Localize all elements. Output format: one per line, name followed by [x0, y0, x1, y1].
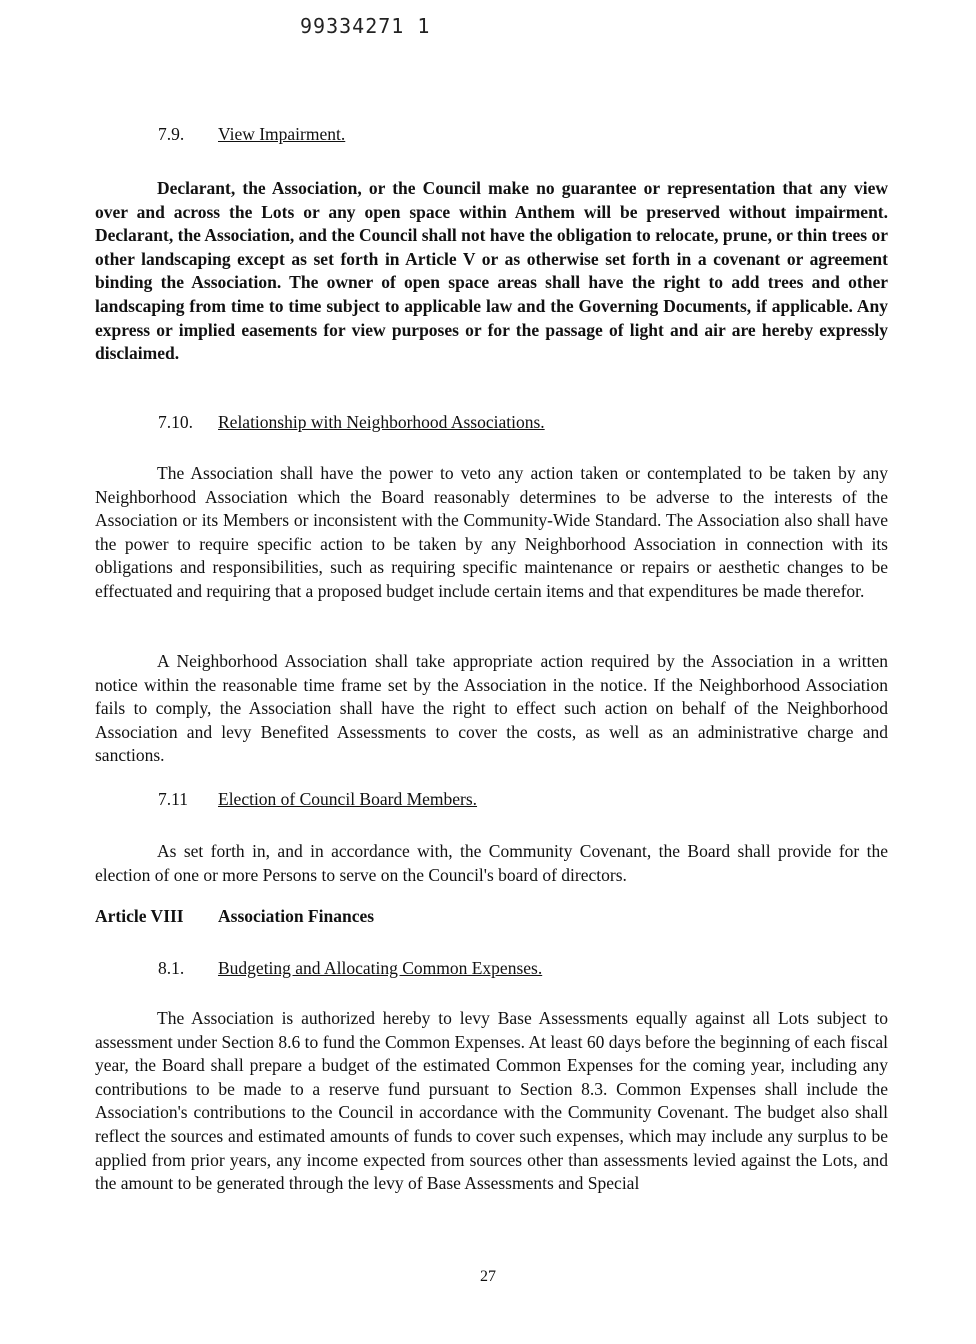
document-number: 99334271 1	[300, 14, 431, 38]
paragraph-neighborhood-action: A Neighborhood Association shall take appropriate action required by the Association in a written notice within the reasonable time frame set by the Association in the notice. If the Neighborhood Association fails to comply, the Association shall have the right to effect such action on behalf of the Neighborhood Association and levy Benefited Assessments to cover the costs, as well as an administrative charge and sanctions.	[95, 651, 888, 766]
paragraph-view-impairment: Declarant, the Association, or the Council make no guarantee or representation that any view over and across the Lots or any open space within Anthem will be preserved without impairment. Declarant, the Association, and the Council shall not have the obligation to relocate, prune, or thin trees or other landscaping except as set forth in Article V or as otherwise set forth in a covenant or agreement binding the Association. The owner of open space areas shall have the right to add trees and other landscaping from time to time subject to applicable law and the Governing Documents, if applicable. Any express or implied easements for view purposes or for the passage of light and air are hereby expressly disclaimed.	[95, 178, 888, 364]
section-heading-7-9	[158, 124, 345, 145]
section-number: 7.11	[158, 789, 188, 809]
section-number: 8.1.	[158, 958, 185, 978]
section-number: 7.9.	[158, 124, 185, 144]
paragraph-election: As set forth in, and in accordance with, the Community Covenant, the Board shall provide for the election of one or more Persons to serve on the Council's board of directors.	[95, 841, 888, 885]
section-title: Budgeting and Allocating Common Expenses.	[218, 958, 543, 978]
paragraph-neighborhood-veto: The Association shall have the power to veto any action taken or contemplated to be taken by any Neighborhood Association which the Board reasonably determines to be adverse to the interests of the Association or its Members or inconsistent with the Community-Wide Standard. The Association also shall have the power to require specific action to be taken by any Neighborhood Association in connection with its obligations and responsibilities, such as requiring specific maintenance or repairs or aesthetic changes to be effectuated and requiring that a proposed budget include certain items and that expenditures be made therefor.	[95, 463, 888, 601]
paragraph-budgeting: The Association is authorized hereby to levy Base Assessments equally against all Lots subject to assessment under Section 8.6 to fund the Common Expenses. At least 60 days before the beginning of each fiscal year, the Board shall prepare a budget of the estimated Common Expenses for the coming year, including any contributions to be made to a reserve fund pursuant to Section 8.3. Common Expenses shall include the Association's contributions to the Council in accordance with the Community Covenant. The budget also shall reflect the sources and estimated amounts of funds to cover such expenses, which may include any surplus to be applied from prior years, any income expected from sources other than assessments levied against the Lots, and the amount to be generated through the levy of Base Assessments and Special	[95, 1008, 888, 1194]
section-title: Election of Council Board Members.	[218, 789, 478, 809]
section-number: 7.10.	[158, 412, 193, 432]
section-heading-7-11	[158, 789, 477, 810]
page-number: 27	[480, 1268, 496, 1285]
article-number: Article VIII	[95, 906, 184, 926]
article-heading	[95, 906, 374, 927]
section-heading-8-1	[158, 958, 542, 979]
section-heading-7-10	[158, 412, 545, 433]
section-title: View Impairment.	[218, 124, 346, 144]
section-title: Relationship with Neighborhood Associations.	[218, 412, 545, 432]
article-title: Association Finances	[218, 906, 375, 926]
